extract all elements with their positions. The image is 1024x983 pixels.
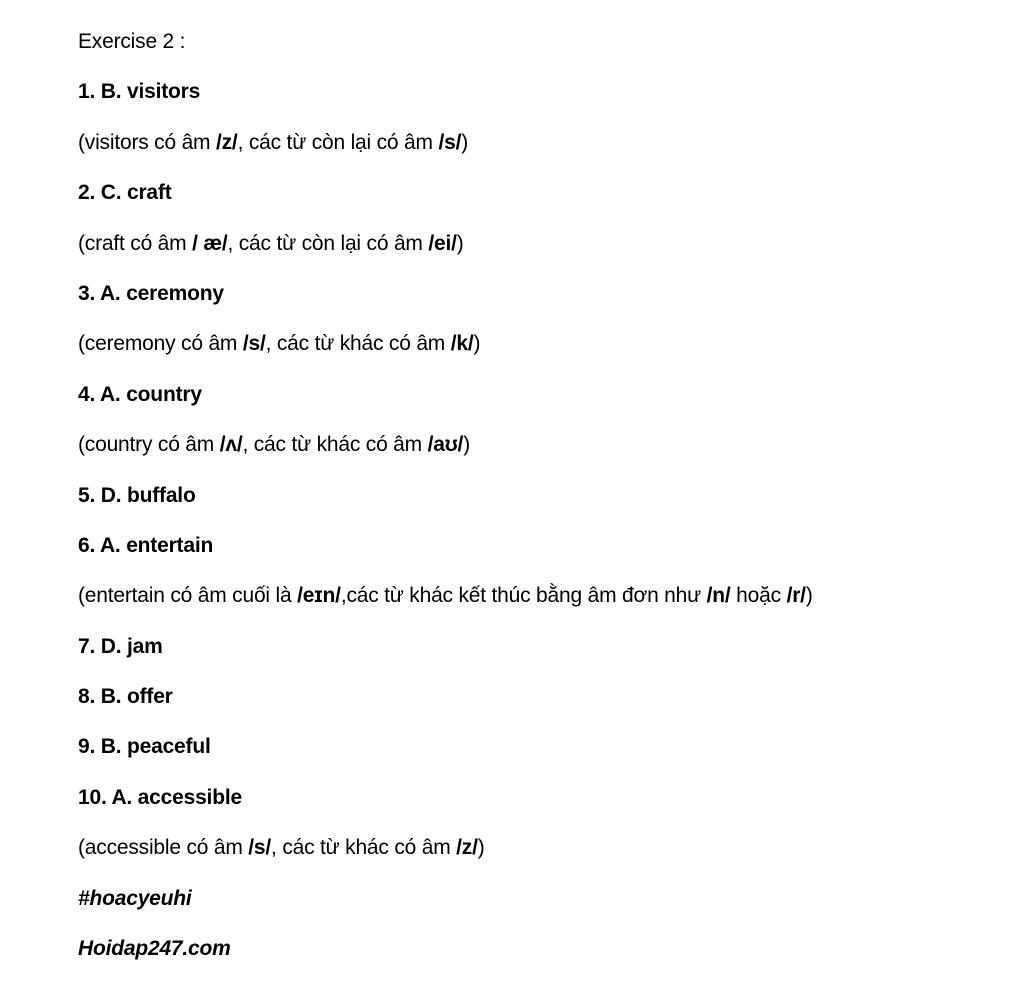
explanation-text: (ceremony có âm [78,332,243,356]
explanation-text: ) [461,130,468,154]
explanation-text: , các từ khác có âm [271,836,457,860]
explanation-text: , các từ khác có âm [265,332,451,356]
explanation-text: , các từ còn lại có âm [237,130,439,154]
answer-line: 7. D. jam [78,634,163,658]
answer-line: 10. A. accessible [78,785,242,809]
phonetic-symbol: /s/ [248,836,272,860]
explanation-line [78,429,1018,479]
answer-line: 4. A. country [78,382,202,406]
explanation-text: ) [463,433,470,457]
phonetic-symbol: /aʊ/ [427,433,464,457]
answer-list [78,76,1018,882]
explanation-text: ) [473,332,481,356]
answer-line: 2. C. craft [78,181,172,205]
phonetic-symbol: / æ/ [192,231,228,255]
explanation-text: (craft có âm [78,231,193,255]
phonetic-symbol: /s/ [242,332,266,356]
explanation-text: , các từ khác có âm [242,433,428,457]
explanation-line [78,328,1018,378]
phonetic-symbol: /z/ [456,836,478,860]
phonetic-symbol: /n/ [706,584,731,608]
explanation-text: (accessible có âm [78,836,249,860]
explanation-line [78,228,1018,278]
phonetic-symbol: /eɪn/ [297,584,341,608]
explanation-text: ) [805,584,813,608]
explanation-text: hoặc [730,584,787,608]
phonetic-symbol: /r/ [786,584,806,608]
site-name: Hoidap247.com [78,937,231,961]
phonetic-symbol: /k/ [450,332,474,356]
answer-line: 1. B. visitors [78,80,201,104]
phonetic-symbol: /ʌ/ [219,433,243,457]
explanation-text: (visitors có âm [78,130,216,154]
answer-line: 6. A. entertain [78,533,214,557]
answer-line: 8. B. offer [78,685,173,709]
explanation-text: (entertain có âm cuối là [78,584,298,608]
hashtag: #hoacyeuhi [78,886,192,910]
explanation-line [78,580,1018,630]
answer-line: 5. D. buffalo [78,483,196,507]
phonetic-symbol: /ei/ [428,231,457,255]
explanation-line [78,127,1018,177]
explanation-text: ) [456,231,464,255]
answer-line: 3. A. ceremony [78,281,224,305]
document-body [78,26,1018,983]
explanation-text: (country có âm [78,433,220,457]
phonetic-symbol: /z/ [216,130,238,154]
answer-line: 9. B. peaceful [78,735,211,759]
explanation-text: , các từ còn lại có âm [227,231,429,255]
exercise-heading: Exercise 2 : [78,30,186,53]
explanation-line [78,832,1018,882]
phonetic-symbol: /s/ [438,130,462,154]
explanation-text: ,các từ khác kết thúc bằng âm đơn như [340,584,707,608]
explanation-text: ) [477,836,485,860]
